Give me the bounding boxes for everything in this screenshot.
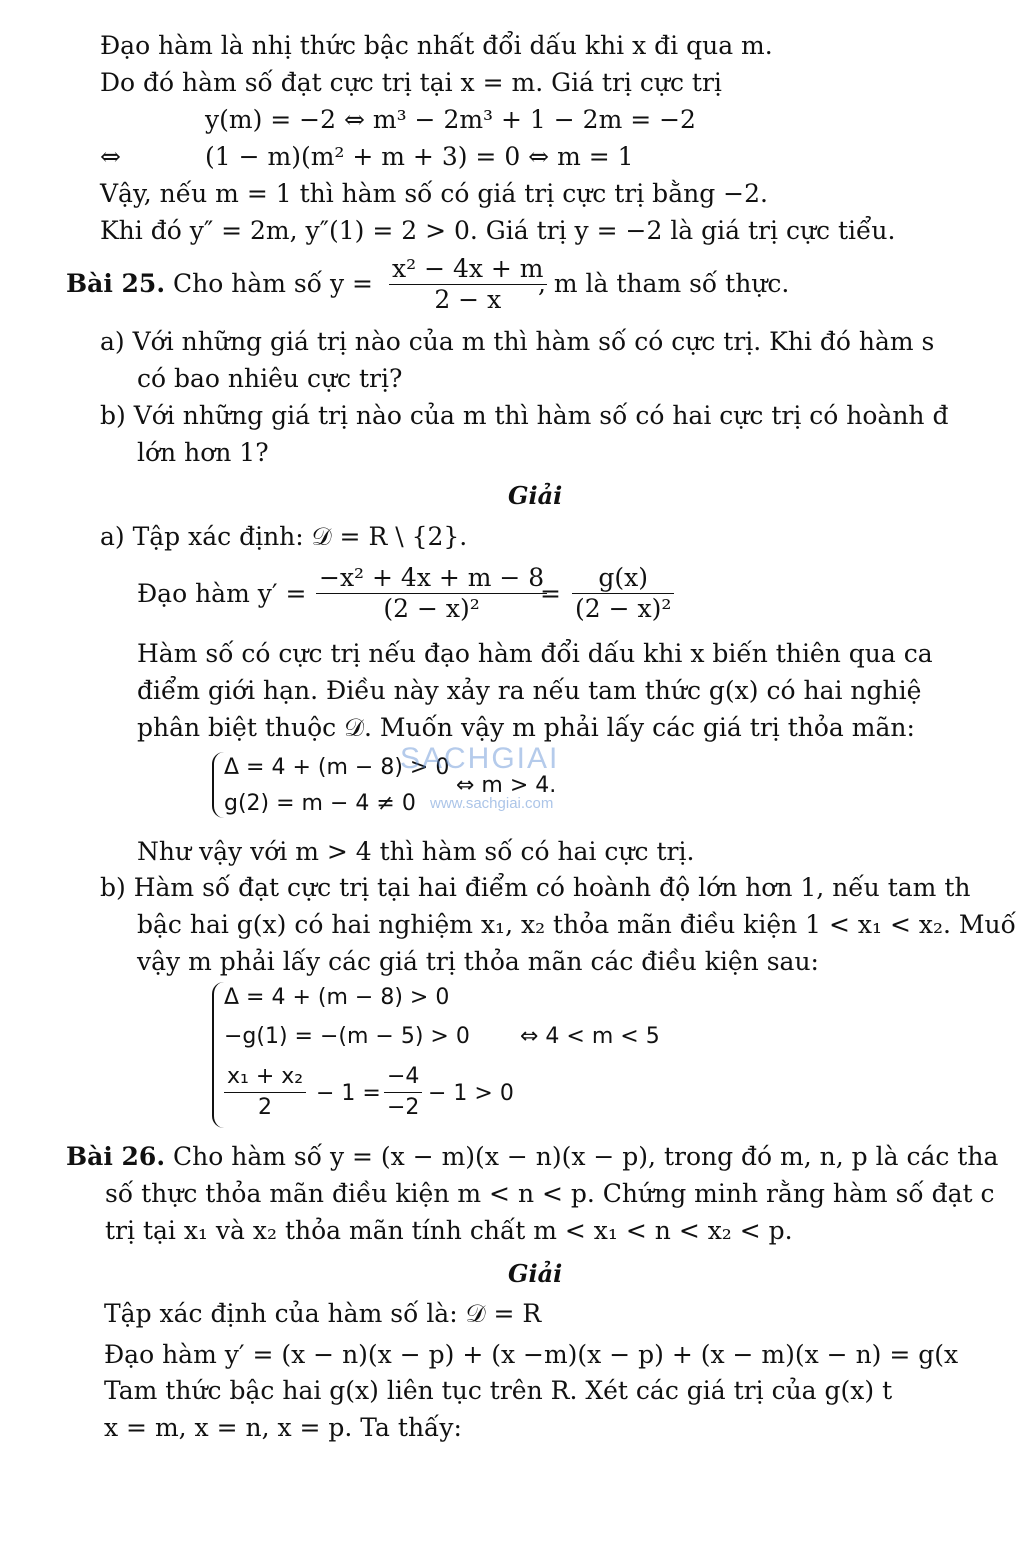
line-3-equation: y(m) = −2 ⇔ m³ − 2m³ + 1 − 2m = −2 [205, 105, 696, 134]
bai25-solution-heading: Giải [508, 481, 563, 510]
system-brace [212, 752, 224, 818]
bai25-para-2: điểm giới hạn. Điều này xảy ra nếu tam thức g(x) có hai nghiệ [137, 676, 922, 705]
bai26-title: Bài 26. [66, 1142, 166, 1171]
bai26-statement-1 [66, 1141, 998, 1173]
line-6: Khi đó y″ = 2m, y″(1) = 2 > 0. Giá trị y = −2 là giá trị cực tiểu. [100, 216, 896, 245]
bai25-tail: , m là tham số thực. [538, 269, 790, 298]
bai25-question-a2: có bao nhiêu cực trị? [137, 364, 403, 393]
fraction-denominator: 2 [258, 1095, 273, 1120]
line-4-equiv: ⇔ [100, 142, 121, 171]
watermark-url: www.sachgiai.com [430, 795, 554, 812]
bai25-part-b-3: vậy m phải lấy các giá trị thỏa mãn các điều kiện sau: [137, 947, 819, 976]
watermark-logo: SACHGIAI [400, 742, 560, 775]
bai25-question-b1: b) Với những giá trị nào của m thì hàm số có hai cực trị có hoành đ [100, 401, 949, 430]
bai25-question-a1: a) Với những giá trị nào của m thì hàm số có cực trị. Khi đó hàm s [100, 327, 935, 356]
fraction-denominator: −2 [387, 1095, 420, 1120]
bai25-gx-fraction [572, 563, 674, 624]
bai25-statement [66, 268, 373, 300]
bai26-derivative: Đạo hàm y′ = (x − n)(x − p) + (x −m)(x − p) + (x − m)(x − n) = g(x [104, 1340, 959, 1369]
system2-row-2: −g(1) = −(m − 5) > 0 [224, 1024, 470, 1049]
system2-row-1: Δ = 4 + (m − 8) > 0 [224, 985, 450, 1010]
system2-row-3-fraction [224, 1062, 306, 1123]
system1-row-2: g(2) = m − 4 ≠ 0 [224, 791, 416, 816]
fraction-numerator: x₁ + x₂ [224, 1062, 306, 1093]
bai25-title: Bài 25. [66, 269, 166, 298]
bai25-function-fraction [389, 254, 547, 315]
fraction-numerator: −x² + 4x + m − 8 [316, 563, 547, 594]
bai26-statement-2: số thực thỏa mãn điều kiện m < n < p. Chứng minh rằng hàm số đạt c [105, 1179, 995, 1208]
system2-row-3-fraction-2 [384, 1062, 422, 1123]
bai26-text-1: Cho hàm số y = (x − m)(x − n)(x − p), trong đó m, n, p là các tha [172, 1142, 999, 1171]
system1-row-1: Δ = 4 + (m − 8) > 0 [224, 755, 450, 780]
fraction-numerator: −4 [384, 1062, 422, 1093]
bai25-derivative-lead: Đạo hàm y′ = [137, 579, 307, 608]
fraction-denominator: (2 − x)² [575, 594, 672, 623]
bai26-solution-heading: Giải [508, 1259, 563, 1288]
system-brace [212, 982, 224, 1128]
fraction-numerator: x² − 4x + m [389, 254, 547, 285]
bai26-statement-3: trị tại x₁ và x₂ thỏa mãn tính chất m < x₁ < n < x₂ < p. [105, 1216, 793, 1245]
system2-result: ⇔ 4 < m < 5 [520, 1024, 660, 1049]
bai26-domain: Tập xác định của hàm số là: 𝒟 = R [104, 1299, 542, 1328]
fraction-denominator: 2 − x [434, 285, 502, 314]
bai25-part-b-2: bậc hai g(x) có hai nghiệm x₁, x₂ thỏa mãn điều kiện 1 < x₁ < x₂. Muố [137, 910, 1016, 939]
line-4-equation: (1 − m)(m² + m + 3) = 0 ⇔ m = 1 [205, 142, 634, 171]
bai25-part-b-1: b) Hàm số đạt cực trị tại hai điểm có hoành độ lớn hơn 1, nếu tam th [100, 873, 971, 902]
bai25-derivative-fraction [316, 563, 547, 624]
bai25-conclusion-a: Như vậy với m > 4 thì hàm số có hai cực trị. [137, 837, 695, 866]
system1-result: ⇔ m > 4. [456, 773, 557, 798]
fraction-denominator: (2 − x)² [383, 594, 480, 623]
line-1: Đạo hàm là nhị thức bậc nhất đổi dấu khi x đi qua m. [100, 31, 773, 60]
fraction-numerator: g(x) [572, 563, 674, 594]
bai26-para-2: x = m, x = n, x = p. Ta thấy: [104, 1413, 462, 1442]
bai25-domain: a) Tập xác định: 𝒟 = R \ {2}. [100, 522, 468, 551]
bai25-lead: Cho hàm số y = [172, 269, 373, 298]
line-5: Vậy, nếu m = 1 thì hàm số có giá trị cực trị bằng −2. [100, 179, 768, 208]
bai26-para-1: Tam thức bậc hai g(x) liên tục trên R. Xét các giá trị của g(x) t [104, 1376, 893, 1405]
equals-sign: = [540, 579, 561, 608]
line-2: Do đó hàm số đạt cực trị tại x = m. Giá trị cực trị [100, 68, 722, 97]
system2-row-3-mid: − 1 = [316, 1081, 381, 1106]
bai25-para-1: Hàm số có cực trị nếu đạo hàm đổi dấu khi x biến thiên qua ca [137, 639, 933, 668]
bai25-para-3: phân biệt thuộc 𝒟. Muốn vậy m phải lấy các giá trị thỏa mãn: [137, 713, 915, 742]
bai25-question-b2: lớn hơn 1? [137, 438, 269, 467]
system2-row-3-tail: − 1 > 0 [428, 1081, 514, 1106]
